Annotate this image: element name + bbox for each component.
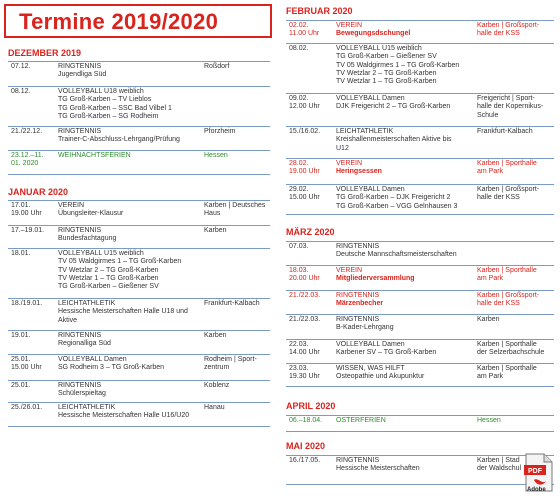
event-location: Karben [204, 227, 227, 234]
event-row [286, 265, 554, 290]
event-description: VEREIN Übungsleiter-Klausur [58, 202, 124, 218]
event-location: Karben | Großsport- halle der KSS [477, 292, 540, 308]
event-location: Karben | Deutsches Haus [204, 202, 266, 218]
event-title: Mitgliederversammlung [336, 275, 415, 283]
event-date: 08.02. [289, 45, 309, 52]
pdf-icon-sublabel: Adobe [527, 487, 546, 493]
title-box [4, 4, 272, 38]
event-row [8, 150, 270, 175]
event-row [286, 20, 554, 43]
event-location: Karben [204, 332, 227, 339]
event-location: Roßdorf [204, 63, 230, 70]
event-date: 18.01. [11, 250, 31, 257]
event-date: 21./22.12. [11, 128, 43, 135]
event-row [8, 354, 270, 380]
event-description: VOLLEYBALL U15 weiblich TV 05 Waldgirmes 1 – TG Groß-Karben TV Wetzlar 2 – TG Groß-Karben TV Wetzlar 1 – TG Groß-Karben TG Groß-Karben – Gießener SV [58, 250, 182, 291]
event-location: Rodheim | Sport- zentrum [204, 356, 257, 372]
event-row [8, 330, 270, 354]
event-description: VOLLEYBALL Damen Karbener SV – TG Groß-Karben [336, 341, 437, 357]
event-location: Karben | Sporthalle am Park [477, 160, 537, 176]
event-description: VOLLEYBALL Damen DJK Freigericht 2 – TG Groß-Karben [336, 95, 451, 111]
event-row [286, 184, 554, 215]
event-description: WEIHNACHTSFERIEN [58, 152, 131, 159]
event-location: Hessen [204, 152, 228, 159]
event-date: 23.12.–11. 01. 2020 [11, 152, 44, 168]
event-location: Karben | Großsport- halle der KSS [477, 22, 540, 38]
event-location: Frankfurt-Kalbach [477, 128, 533, 135]
event-description: RINGTENNIS Schülerspieltag [58, 382, 106, 398]
event-title: Bewegungsdschungel [336, 30, 411, 38]
event-date: 21./22.03. [289, 316, 321, 323]
event-date: 06.–18.04. [289, 417, 323, 424]
event-row [8, 86, 270, 126]
event-category: RINGTENNIS [336, 292, 380, 299]
event-date: 15./16.02. [289, 128, 321, 135]
event-description: RINGTENNIS Deutsche Mannschaftsmeisterschaften [336, 243, 457, 259]
event-row [286, 363, 554, 387]
event-location: Koblenz [204, 382, 230, 389]
event-row [286, 415, 554, 432]
event-date: 08.12. [11, 88, 31, 95]
page-title: Termine 2019/2020 [19, 9, 219, 34]
month-heading: FEBRUAR 2020 [286, 6, 353, 16]
event-date: 18./19.01. [11, 300, 43, 307]
event-description: VOLLEYBALL U15 weiblich TG Groß-Karben – Gießener SV TV 05 Waldgirmes 1 – TG Groß-Karben TV Wetzlar 2 – TG Groß-Karben TV Wetzlar 1 – TG Groß-Karben [336, 45, 460, 86]
event-description [336, 292, 476, 309]
event-row [8, 402, 270, 427]
event-date: 19.01. [11, 332, 31, 339]
event-date: 07.03. [289, 243, 309, 250]
event-row [8, 126, 270, 150]
event-row [8, 248, 270, 298]
event-title: Märzenbecher [336, 300, 384, 308]
event-date: 25.01. [11, 382, 31, 389]
event-description: RINGTENNIS B-Kader-Lehrgang [336, 316, 394, 332]
event-location: Karben | Sporthalle am Park [477, 365, 537, 381]
event-location: Frankfurt-Kalbach [204, 300, 260, 307]
event-date: 18.03. 20.00 Uhr [289, 267, 320, 283]
month-heading: JANUAR 2020 [8, 187, 69, 197]
event-date: 28.02. 19.00 Uhr [289, 160, 320, 176]
event-location: Hanau [204, 404, 225, 411]
event-date: 07.12. [11, 63, 31, 70]
pdf-icon-label: PDF [528, 468, 542, 475]
event-location: Karben | Sporthalle der Selzerbachschule [477, 341, 545, 357]
event-category: VEREIN [336, 160, 363, 167]
event-location: Freigericht | Sport- halle der Kopernikus- Schule [477, 95, 544, 119]
event-description: VOLLEYBALL Damen SG Rodheim 3 – TG Groß-Karben [58, 356, 165, 372]
event-row [286, 241, 554, 265]
event-row [8, 61, 270, 86]
event-date: 16./17.05. [289, 457, 321, 464]
event-row [286, 339, 554, 363]
event-description: LEICHTATHLETIK Hessische Meisterschaften Halle U16/U20 [58, 404, 190, 420]
event-row [286, 290, 554, 314]
event-description: VOLLEYBALL U18 weiblich TG Groß-Karben – TV Lieblos TG Groß-Karben – SSC Bad Vilbel 1 TG Groß-Karben – SG Rodheim [58, 88, 172, 120]
event-date: 23.03. 19.30 Uhr [289, 365, 320, 381]
event-date: 22.03. 14.00 Uhr [289, 341, 320, 357]
event-description [336, 160, 476, 177]
event-row [286, 314, 554, 339]
event-category: VEREIN [336, 267, 363, 274]
event-description: RINGTENNIS Jugendliga Süd [58, 63, 107, 79]
event-location: Karben [477, 316, 500, 323]
event-date: 17.01. 19.00 Uhr [11, 202, 42, 218]
event-description [336, 267, 476, 284]
event-description: LEICHTATHLETIK Hessische Meisterschaften Halle U18 und Aktive [58, 300, 188, 324]
event-description: OSTERFERIEN [336, 417, 386, 424]
event-row [286, 158, 554, 184]
event-description: WISSEN, WAS HILFT Osteopathie und Akupunktur [336, 365, 425, 381]
event-date: 29.02. 15.00 Uhr [289, 186, 320, 202]
event-title: Heringsessen [336, 168, 382, 176]
event-row [286, 43, 554, 93]
event-row [286, 455, 554, 485]
event-row [286, 93, 554, 126]
event-date: 21./22.03. [289, 292, 321, 299]
event-location: Hessen [477, 417, 501, 424]
event-description: RINGTENNIS Trainer-C-Abschluss-Lehrgang/Prüfung [58, 128, 180, 144]
event-date: 09.02. 12.00 Uhr [289, 95, 320, 111]
event-row [8, 380, 270, 402]
event-description: RINGTENNIS Bundesfachtagung [58, 227, 117, 243]
event-category: VEREIN [336, 22, 363, 29]
event-description: LEICHTATHLETIK Kreishallenmeisterschaften Aktive bis U12 [336, 128, 452, 152]
event-description: RINGTENNIS Regionalliga Süd [58, 332, 111, 348]
event-location: Karben | Großsport- halle der KSS [477, 186, 540, 202]
month-heading: MÄRZ 2020 [286, 227, 335, 237]
event-date: 17.–19.01. [11, 227, 45, 234]
event-location: Pforzheim [204, 128, 236, 135]
month-heading: DEZEMBER 2019 [8, 48, 82, 58]
month-heading: MAI 2020 [286, 441, 326, 451]
event-row [8, 225, 270, 248]
event-date: 25.01. 15.00 Uhr [11, 356, 42, 372]
event-description [336, 22, 476, 39]
month-heading: APRIL 2020 [286, 401, 336, 411]
event-location: Karben | Sporthalle am Park [477, 267, 537, 283]
event-date: 02.02. 11.00 Uhr [289, 22, 320, 38]
event-row [8, 200, 270, 225]
event-description: RINGTENNIS Hessische Meisterschaften [336, 457, 420, 473]
event-date: 25./26.01. [11, 404, 43, 411]
event-description: VOLLEYBALL Damen TG Groß-Karben – DJK Freigericht 2 TG Groß-Karben – VGG Gelnhausen 3 [336, 186, 458, 210]
event-row [8, 298, 270, 330]
event-location: Karben | Stad der Waldschul [477, 457, 522, 473]
event-row [286, 126, 554, 158]
